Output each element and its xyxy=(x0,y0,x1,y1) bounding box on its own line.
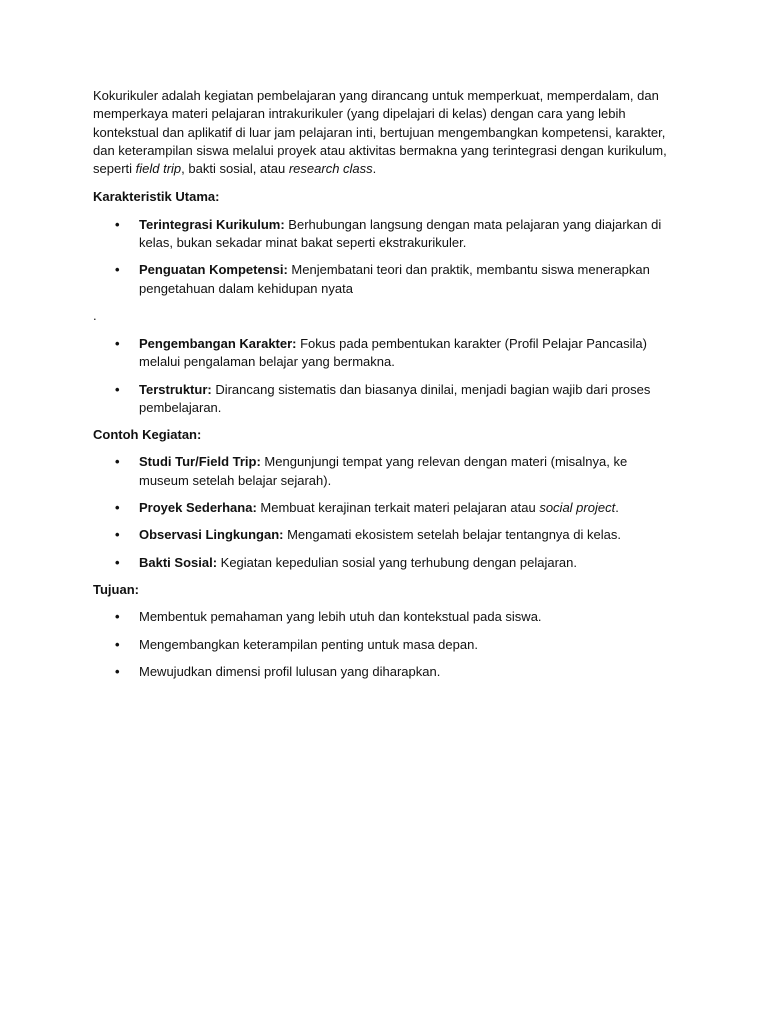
item-text: Mengembangkan keterampilan penting untuk masa depan. xyxy=(139,636,478,652)
item-text: Dirancang sistematis dan biasanya dinilai, menjadi bagian wajib dari proses pembelajaran. xyxy=(139,381,651,415)
bullet-icon: • xyxy=(115,500,120,516)
item-italic: social project xyxy=(539,500,616,516)
bullet-icon: • xyxy=(115,262,120,278)
bullet-icon: • xyxy=(115,636,120,652)
stray-dot: . xyxy=(93,307,97,323)
list-item xyxy=(93,381,678,418)
bullet-icon: • xyxy=(115,216,120,232)
item-text: Berhubungan langsung dengan mata pelajaran yang diajarkan di kelas, bukan sekadar minat bakat seperti ekstrakurikuler. xyxy=(139,216,662,251)
characteristics-list-1 xyxy=(93,216,678,298)
item-text: Kegiatan kepedulian sosial yang terhubung dengan pelajaran. xyxy=(217,554,577,570)
bullet-icon: • xyxy=(115,609,120,625)
examples-heading: Contoh Kegiatan: xyxy=(93,427,202,443)
intro-italic-field-trip: field trip xyxy=(135,161,182,177)
characteristics-list-2 xyxy=(93,335,678,417)
intro-text: Kokurikuler adalah kegiatan pembelajaran yang dirancang untuk memperkuat, memperdalam, dan memperkaya materi pelajaran intrakurikuler (yang dipelajari di kelas) dengan cara yang lebih kontekstual dan aplikatif di luar jam pelajaran inti, bertujuan mengembangkan kompetensi, karakter, dan keterampilan siswa melalui proyek atau aktivitas bermakna yang terintegrasi dengan kurikulum, seperti xyxy=(93,88,667,177)
list-item xyxy=(93,526,678,544)
item-term: Terintegrasi Kurikulum: xyxy=(139,216,285,232)
item-term: Studi Tur/Field Trip: xyxy=(139,454,261,470)
list-item xyxy=(93,499,678,517)
list-item xyxy=(93,453,678,490)
bullet-icon: • xyxy=(115,454,120,470)
list-item xyxy=(93,554,678,572)
intro-paragraph xyxy=(93,87,678,178)
item-text: Membuat kerajinan terkait materi pelajaran atau xyxy=(256,500,540,516)
item-term: Terstruktur: xyxy=(139,381,212,397)
bullet-icon: • xyxy=(115,381,120,397)
bullet-icon: • xyxy=(115,527,120,543)
intro-text-2: , bakti sosial, atau xyxy=(181,161,289,177)
item-tail: . xyxy=(615,500,619,516)
item-text: Mengamati ekosistem setelah belajar tentangnya di kelas. xyxy=(283,527,621,543)
list-item xyxy=(93,663,678,681)
goals-heading: Tujuan: xyxy=(93,581,139,597)
list-item xyxy=(93,261,678,298)
item-text: Membentuk pemahaman yang lebih utuh dan kontekstual pada siswa. xyxy=(139,609,542,625)
bullet-icon: • xyxy=(115,335,120,351)
bullet-icon: • xyxy=(115,663,120,679)
intro-text-3: . xyxy=(372,161,377,177)
characteristics-heading: Karakteristik Utama: xyxy=(93,189,220,205)
item-term: Pengembangan Karakter: xyxy=(139,335,297,351)
item-text: Menjembatani teori dan praktik, membantu siswa menerapkan pengetahuan dalam kehidupan nyata xyxy=(139,262,650,296)
item-text: Fokus pada pembentukan karakter (Profil Pelajar Pancasila) melalui pengalaman belajar yang bermakna. xyxy=(139,335,647,370)
document-page xyxy=(93,87,678,690)
item-text: Mengunjungi tempat yang relevan dengan materi (misalnya, ke museum setelah belajar sejarah). xyxy=(139,454,628,488)
item-term: Penguatan Kompetensi: xyxy=(139,262,288,278)
item-text: Mewujudkan dimensi profil lulusan yang diharapkan. xyxy=(139,663,441,679)
bullet-icon: • xyxy=(115,554,120,570)
goals-list xyxy=(93,608,678,681)
list-item xyxy=(93,608,678,626)
intro-italic-research-class: research class xyxy=(288,161,373,177)
list-item xyxy=(93,335,678,372)
item-term: Observasi Lingkungan: xyxy=(139,527,284,543)
examples-list xyxy=(93,453,678,571)
item-term: Proyek Sederhana: xyxy=(139,500,257,516)
list-item xyxy=(93,216,678,253)
item-term: Bakti Sosial: xyxy=(139,554,218,570)
list-item xyxy=(93,636,678,654)
